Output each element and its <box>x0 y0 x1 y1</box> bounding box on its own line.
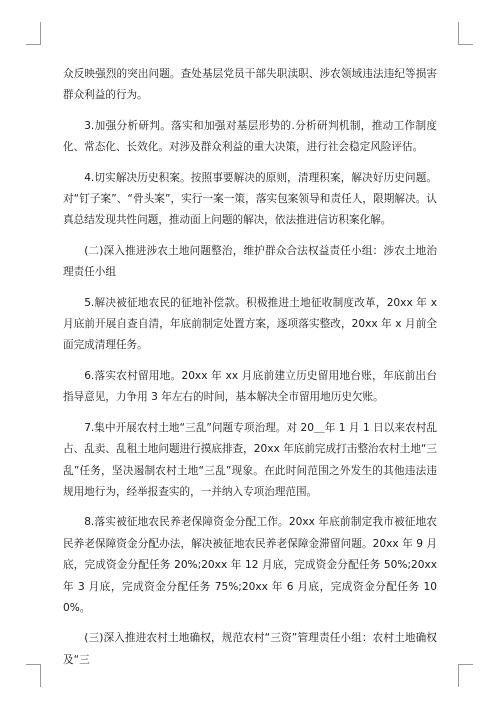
section-heading-2: (二)深入推进涉农土地问题整治，维护群众合法权益责任小组：涉农土地治理责任小组 <box>63 244 437 279</box>
paragraph-item-8: 8.落实被征地农民养老保障资金分配工作。20xx 年底前制定我市被征地农民养老保障资金分配办法，解决被征地农民养老保障金滞留问题。20xx 年 9 月底，完成资金分配任务 20%;20xx 年 12 月底，完成资金分配任务 50%;20xx 年 3 月底，完成资金分配任务 75%;20xx 年 6 月底，完成资金分配任务 100%。 <box>63 516 437 614</box>
crop-mark-bottom-left <box>26 664 41 687</box>
paragraph-item-5: 5.解决被征地农民的征地补偿款。积极推进土地征收制度改革，20xx 年 x 月底前开展自查自清，年底前制定处置方案，逐项落实整改，20xx 年 x 月前全面完成清理任务。 <box>63 296 437 352</box>
document-body <box>63 64 437 680</box>
paragraph-item-3: 3.加强分析研判。落实和加强对基层形势的.分析研判机制，推动工作制度化、常态化、长效化。对涉及群众利益的重大决策，进行社会稳定风险评估。 <box>63 119 437 154</box>
crop-mark-top-right <box>458 22 473 45</box>
paragraph-continuation: 众反映强烈的突出问题。查处基层党员干部失职渎职、涉农领域违法违纪等损害群众利益的行为。 <box>63 68 437 102</box>
paragraph-item-7: 7.集中开展农村土地“三乱”问题专项治理。对 20＿年 1 月 1 日以来农村乱占、乱卖、乱租土地问题进行摸底排查，20xx 年底前完成打击整治农村土地“三乱”任务，坚决遏制农村土地“三乱”现象。在此时间范围之外发生的其他违法违规用地行为，经举报查实的，一并纳入专项治理范围。 <box>63 421 437 498</box>
crop-mark-bottom-right <box>458 664 473 687</box>
section-heading-3: (三)深入推进农村土地确权，规范农村“三资”管理责任小组：农村土地确权及“三 <box>63 632 437 666</box>
crop-mark-top-left <box>26 22 41 45</box>
paragraph-item-6: 6.落实农村留用地。20xx 年 xx 月底前建立历史留用地台账，年底前出台指导意见，力争用 3 年左右的时间，基本解决全市留用地历史欠账。 <box>63 369 437 404</box>
paragraph-item-4: 4.切实解决历史积案。按照事要解决的原则，清理积案，解决好历史问题。对“钉子案”、“骨头案”，实行一案一策，落实包案领导和责任人，限期解决。认真总结发现共性问题，推动面上问题的解决，依法推进信访积案化解。 <box>63 171 437 227</box>
